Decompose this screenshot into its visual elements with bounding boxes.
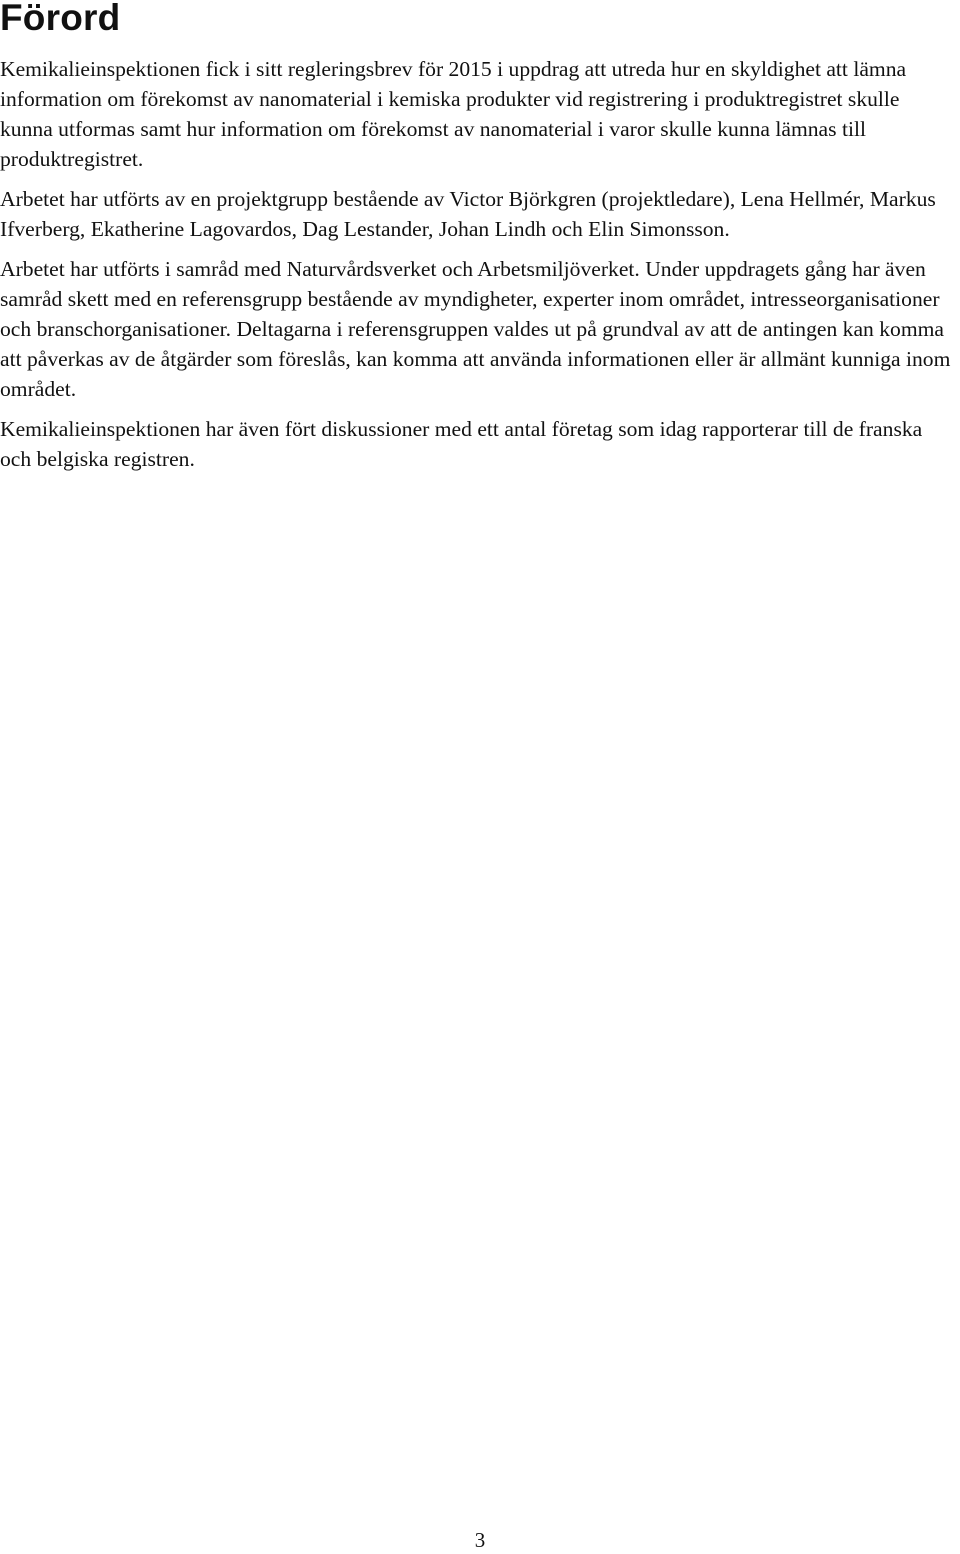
- body-text: [0, 54, 952, 484]
- paragraph-consultation: Arbetet har utförts i samråd med Naturvårdsverket och Arbetsmiljöverket. Under uppdragets gång har även samråd skett med en referensgrupp bestående av myndigheter, experter inom området, intresseorganisationer och branschorganisationer. Deltagarna i referensgruppen valdes ut på grundval av att de antingen kan komma att påverkas av de åtgärder som föreslås, kan komma att använda informationen eller är allmänt kunniga inom området.: [0, 257, 951, 401]
- paragraph-company-discussions: Kemikalieinspektionen har även fört diskussioner med ett antal företag som idag rapporterar till de franska och belgiska registren.: [0, 417, 923, 471]
- paragraph-assignment: Kemikalieinspektionen fick i sitt regleringsbrev för 2015 i uppdrag att utreda hur en skyldighet att lämna information om förekomst av nanomaterial i kemiska produkter vid registrering i produktregistret skulle kunna utformas samt hur information om förekomst av nanomaterial i varor skulle kunna lämnas till produktregistret.: [0, 57, 907, 171]
- paragraph-project-group: Arbetet har utförts av en projektgrupp bestående av Victor Björkgren (projektledare), Lena Hellmér, Markus Ifverberg, Ekatherine Lagovardos, Dag Lestander, Johan Lindh och Elin Simonsson.: [0, 187, 936, 241]
- page-title: Förord: [0, 0, 121, 38]
- page-number: 3: [474, 1528, 486, 1552]
